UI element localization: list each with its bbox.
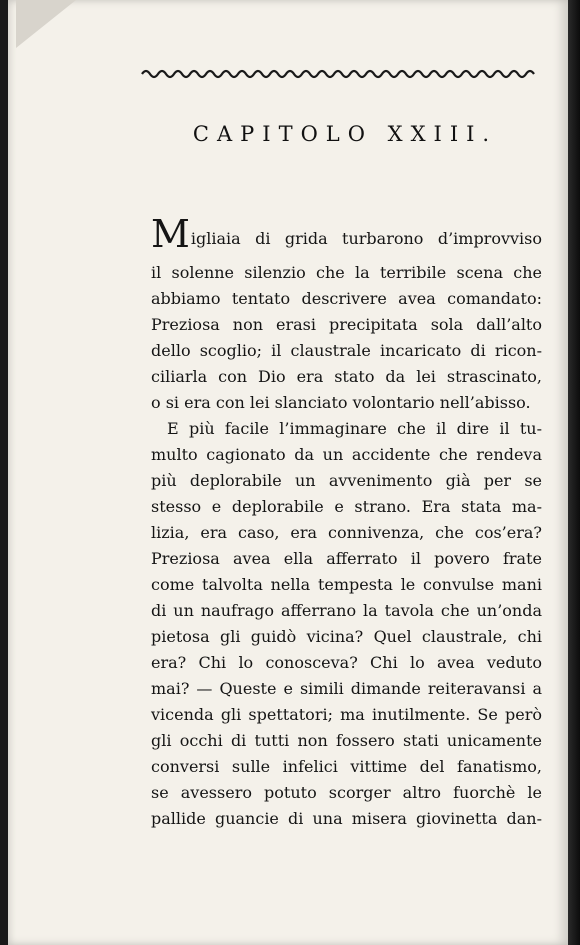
text-line: come talvolta nella tempesta le convulse mani <box>151 575 542 594</box>
text-line: vicenda gli spettatori; ma inutilmente. Se però <box>151 705 542 724</box>
text-line: di un naufrago afferrano la tavola che un’onda <box>151 601 542 620</box>
text-line: lizia, era caso, era connivenza, che cos’era? <box>151 523 542 542</box>
page-edge-shadow <box>568 0 580 945</box>
text-line: se avessero potuto scorger altro fuorchè le <box>151 783 542 802</box>
text-line: E più facile l’immaginare che il dire il tu- <box>167 419 542 438</box>
chapter-body <box>151 212 542 832</box>
text-line: dello scoglio; il claustrale incaricato di ricon- <box>151 341 542 360</box>
text-line: il solenne silenzio che la terribile scena che <box>151 263 542 282</box>
text-line: Preziosa non erasi precipitata sola dall’alto <box>151 315 542 334</box>
text-line: ciliarla con Dio era stato da lei strascinato, <box>151 367 542 386</box>
text-line: gli occhi di tutti non fossero stati unicamente <box>151 731 542 750</box>
text-line: abbiamo tentato descrivere avea comandato: <box>151 289 542 308</box>
text-line: stesso e deplorabile e strano. Era stata ma- <box>151 497 542 516</box>
chapter-ornament-rule <box>140 66 540 82</box>
page-corner-fold <box>16 0 76 48</box>
text-line: era? Chi lo conosceva? Chi lo avea veduto <box>151 653 542 672</box>
text-line: igliaia di grida turbarono d’improvviso <box>190 229 542 248</box>
drop-cap: M <box>151 212 190 256</box>
text-line: pietosa gli guidò vicina? Quel claustrale, chi <box>151 627 542 646</box>
opening-line <box>151 212 542 260</box>
text-line: Preziosa avea ella afferrato il povero frate <box>151 549 542 568</box>
text-line: multo cagionato da un accidente che rendeva <box>151 445 542 464</box>
chapter-title: CAPITOLO XXIII. <box>192 122 498 146</box>
text-line: mai? — Queste e simili dimande reiteravansi a <box>151 679 542 698</box>
text-line: pallide guancie di una misera giovinetta dan- <box>151 809 542 828</box>
text-line: o si era con lei slanciato volontario nell’abisso. <box>151 393 531 412</box>
text-line: conversi sulle infelici vittime del fanatismo, <box>151 757 542 776</box>
text-line: più deplorabile un avvenimento già per se <box>151 471 542 490</box>
